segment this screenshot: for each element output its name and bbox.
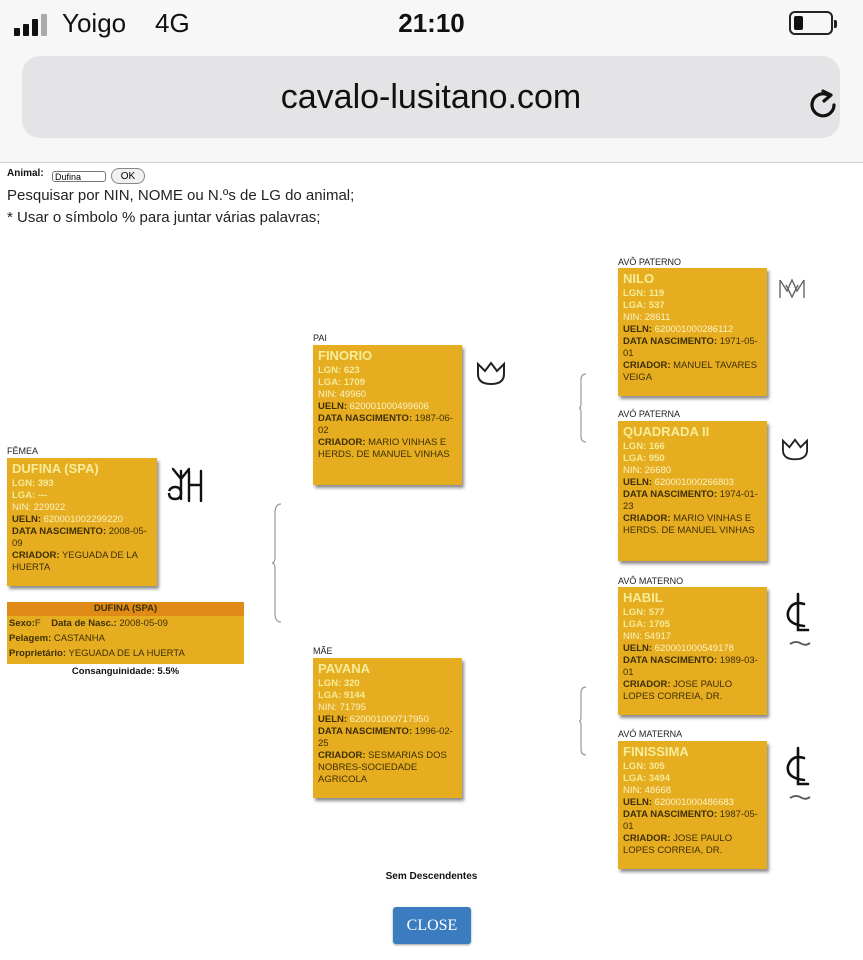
horse-name[interactable]: FINORIO (318, 348, 373, 363)
horse-card-maternal-grandsire[interactable]: HABIL LGN: 577 LGA: 1705 NIN: 54917 UELN: 620001000549178 DATA NASCIMENTO: 1989-03-01 CRIADOR: JOSE PAULO LOPES CORREIA, DR. (618, 587, 767, 715)
ok-button[interactable]: OK (111, 168, 145, 184)
animal-search-input[interactable] (52, 171, 106, 182)
slot-label-maternal-granddam: AVÓ MATERNA (618, 729, 683, 739)
nin-value: 26680 (644, 465, 672, 476)
breeder-value: SESMARIAS DOS NOBRES-SOCIEDADE AGRICOLA (318, 750, 447, 785)
search-hint-wildcard: * Usar o símbolo % para juntar várias palavras; (7, 209, 321, 226)
ueln-value: 620001000266803 (654, 477, 734, 488)
nin-value: 28611 (644, 312, 671, 323)
lga-value: 9144 (343, 690, 365, 701)
slot-label-female: FÊMEA (7, 446, 39, 456)
horse-card-paternal-grandsire[interactable]: NILO LGN: 119 LGA: 537 NIN: 28611 UELN: 620001000286112 DATA NASCIMENTO: 1971-05-01 CRIADOR: MANUEL TAVARES VEIGA (618, 268, 767, 396)
horse-card-animal[interactable]: DUFINA (SPA) LGN: 393 LGA: --- NIN: 229922 UELN: 620001002299220 DATA NASCIMENTO: 2008-05-09 CRIADOR: YEGUADA DE LA HUERTA (7, 458, 157, 586)
breeder-value: JOSE PAULO LOPES CORREIA, DR. (623, 679, 733, 702)
status-time: 21:10 (398, 8, 465, 38)
consanguinity-label: Consanguinidade: 5.5% (71, 666, 180, 677)
ueln-value: 620001000717950 (349, 714, 429, 725)
breeder-value: JOSE PAULO LOPES CORREIA, DR. (623, 833, 733, 856)
breeder-value: MANUEL TAVARES VEIGA (623, 360, 758, 383)
nin-value: 54917 (644, 631, 672, 642)
slot-label-sire: PAI (313, 333, 327, 343)
lgn-value: 305 (648, 761, 665, 772)
breeder-value: YEGUADA DE LA HUERTA (12, 550, 138, 573)
horse-name[interactable]: NILO (623, 271, 655, 286)
lga-value: 1705 (648, 619, 670, 630)
mv-brand-icon (778, 277, 806, 301)
brace-parents (271, 503, 283, 623)
horse-name[interactable]: DUFINA (SPA) (12, 461, 99, 476)
birth-value: 1987-06-02 (318, 413, 453, 436)
ueln-value: 620001000486683 (654, 797, 734, 808)
lga-value: 1709 (343, 377, 365, 388)
birth-value: 1987-05-01 (623, 809, 758, 832)
lga-value: 537 (648, 300, 665, 311)
horse-card-dam[interactable]: PAVANA LGN: 320 LGA: 9144 NIN: 71795 UELN: 620001000717950 DATA NASCIMENTO: 1996-02-25 CRIADOR: SESMARIAS DOS NOBRES-SOCIEDADE AGRICOLA (313, 658, 462, 798)
close-button[interactable]: CLOSE (393, 907, 471, 944)
browser-chrome (0, 48, 863, 163)
network-type: 4G (155, 8, 190, 38)
horse-name[interactable]: PAVANA (318, 661, 370, 676)
birth-value: 1996-02-25 (318, 726, 453, 749)
slot-label-paternal-granddam: AVÓ PATERNA (618, 409, 681, 419)
slot-label-dam: MÃE (313, 646, 333, 656)
breeder-value: MARIO VINHAS E HERDS. DE MANUEL VINHAS (318, 437, 450, 460)
cl-brand-icon (778, 744, 812, 804)
slot-label-maternal-grandsire: AVÔ MATERNO (618, 576, 684, 586)
crown-brand-icon (475, 360, 507, 388)
sex-value: F (34, 618, 41, 629)
lga-value: --- (37, 490, 48, 501)
birth-value: 1971-05-01 (623, 336, 758, 359)
search-hint: Pesquisar por NIN, NOME ou N.ºs de LG do animal; (7, 187, 355, 204)
address-bar[interactable] (22, 56, 840, 138)
carrier-name: Yoigo (62, 8, 127, 38)
reload-icon[interactable] (804, 86, 842, 124)
birth-value: 1974-01-23 (623, 489, 758, 512)
status-bar (0, 0, 863, 48)
no-descendants-label: Sem Descendentes (385, 871, 478, 882)
brace-maternal (578, 686, 588, 756)
birth-value: 2008-05-09 (12, 526, 147, 549)
lgn-value: 166 (648, 441, 665, 452)
ueln-value: 620001000549178 (654, 643, 734, 654)
coat-value: CASTANHA (53, 633, 105, 644)
nin-value: 71795 (339, 702, 367, 713)
horse-card-maternal-granddam[interactable]: FINISSIMA LGN: 305 LGA: 3494 NIN: 48668 UELN: 620001000486683 DATA NASCIMENTO: 1987-05-01 CRIADOR: JOSE PAULO LOPES CORREIA, DR. (618, 741, 767, 869)
breeder-value: MARIO VINHAS E HERDS. DE MANUEL VINHAS (623, 513, 755, 536)
owner-value: YEGUADA DE LA HUERTA (68, 648, 185, 659)
horse-name[interactable]: HABIL (623, 590, 663, 605)
address-url[interactable]: cavalo-lusitano.com (280, 78, 582, 116)
lgn-value: 623 (343, 365, 360, 376)
horse-card-sire[interactable]: FINORIO LGN: 623 LGA: 1709 NIN: 49960 UELN: 620001000499606 DATA NASCIMENTO: 1987-06-02 CRIADOR: MARIO VINHAS E HERDS. DE MANUEL VINHAS (313, 345, 462, 485)
info-birth-value: 2008-05-09 (119, 618, 168, 629)
ya-brand-icon (165, 465, 207, 505)
lgn-value: 393 (37, 478, 54, 489)
slot-label-paternal-grandsire: AVÔ PATERNO (618, 257, 682, 267)
lgn-value: 320 (343, 678, 360, 689)
ueln-value: 620001000499606 (349, 401, 429, 412)
horse-name[interactable]: QUADRADA II (623, 424, 710, 439)
birth-value: 1989-03-01 (623, 655, 758, 678)
cl-brand-icon (778, 590, 812, 650)
info-title: DUFINA (SPA) (7, 602, 244, 616)
nin-value: 48668 (644, 785, 672, 796)
ueln-value: 620001002299220 (43, 514, 123, 525)
horse-card-paternal-granddam[interactable]: QUADRADA II LGN: 166 LGA: 950 NIN: 26680 UELN: 620001000266803 DATA NASCIMENTO: 1974-01-23 CRIADOR: MARIO VINHAS E HERDS. DE MANUEL VINHAS (618, 421, 767, 561)
lga-value: 950 (648, 453, 665, 464)
brace-paternal (578, 373, 588, 443)
ueln-value: 620001000286112 (654, 324, 734, 335)
battery-icon (789, 11, 833, 35)
lga-value: 3494 (648, 773, 670, 784)
animal-label: Animal: (7, 168, 44, 179)
horse-name[interactable]: FINISSIMA (623, 744, 689, 759)
nin-value: 229922 (33, 502, 66, 513)
lgn-value: 119 (648, 288, 665, 299)
lgn-value: 577 (648, 607, 665, 618)
crown-brand-icon (780, 437, 810, 463)
nin-value: 49960 (339, 389, 367, 400)
animal-info-box: DUFINA (SPA) Sexo:F Data de Nasc.: 2008-05-09 Pelagem: CASTANHA Proprietário: YEGUADA DE LA HUERTA (7, 602, 244, 664)
